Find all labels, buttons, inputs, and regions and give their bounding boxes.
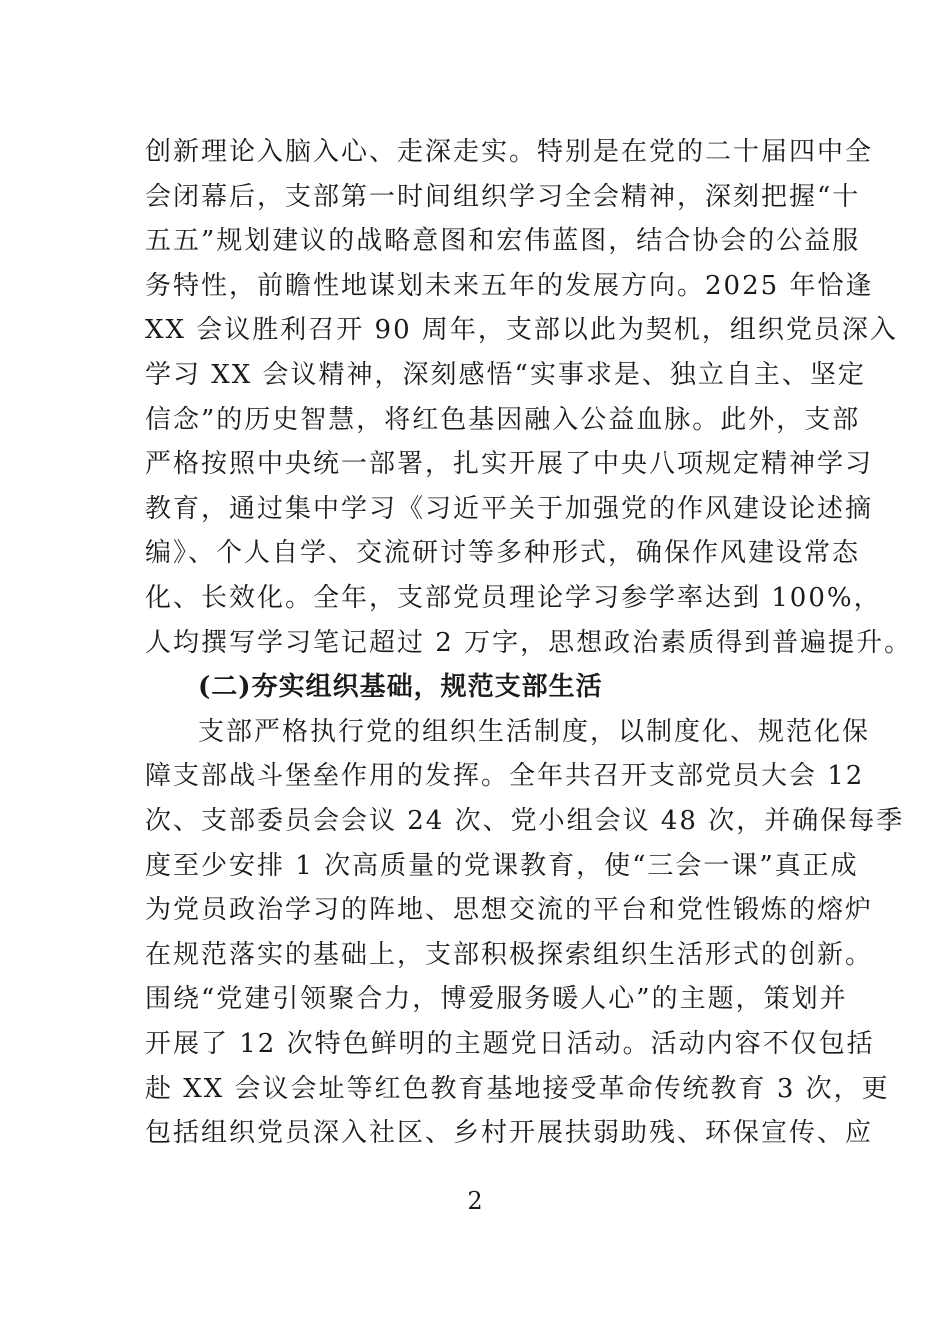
body-text-line: 教育，通过集中学习《习近平关于加强党的作风建设论述摘 (145, 493, 874, 524)
body-text-line: 信念”的历史智慧，将红色基因融入公益血脉。此外，支部 (145, 404, 861, 435)
body-text-line: 化、长效化。全年，支部党员理论学习参学率达到 100%， (145, 583, 882, 613)
body-text-line: 严格按照中央统一部署，扎实开展了中央八项规定精神学习 (145, 449, 874, 480)
body-text-line: 会闭幕后，支部第一时间组织学习全会精神，深刻把握“十 (145, 181, 861, 212)
body-text-line: 创新理论入脑入心、走深走实。特别是在党的二十届四中全 (145, 137, 874, 167)
page-number: 2 (467, 1187, 483, 1215)
body-text-line: 学习 XX 会议精神，深刻感悟“实事求是、独立自主、坚定 (145, 360, 866, 390)
body-text-line: 务特性，前瞻性地谋划未来五年的发展方向。2025 年恰逢 (145, 270, 874, 301)
body-text-line: 为党员政治学习的阵地、思想交流的平台和党性锻炼的熔炉 (145, 895, 874, 926)
body-text-line: 度至少安排 1 次高质量的党课教育，使“三会一课”真正成 (145, 850, 859, 881)
body-text-line: 在规范落实的基础上，支部积极探索组织生活形式的创新。 (145, 939, 874, 970)
body-text-line: XX 会议胜利召开 90 周年，支部以此为契机，组织党员深入 (145, 315, 898, 346)
body-text-line: 支部严格执行党的组织生活制度，以制度化、规范化保 (198, 716, 871, 747)
body-text-line: 障支部战斗堡垒作用的发挥。全年共召开支部党员大会 12 (145, 761, 865, 792)
body-text-line: 人均撰写学习笔记超过 2 万字，思想政治素质得到普遍提升。 (145, 627, 913, 658)
section-heading: (二)夯实组织基础，规范支部生活 (198, 672, 603, 703)
body-text-line: 开展了 12 次特色鲜明的主题党日活动。活动内容不仅包括 (145, 1029, 875, 1059)
body-text-line: 围绕“党建引领聚合力，博爱服务暖人心”的主题，策划并 (145, 984, 848, 1015)
body-text-line: 五五”规划建议的战略意图和宏伟蓝图，结合协会的公益服 (145, 226, 861, 257)
body-text-line: 赴 XX 会议会址等红色教育基地接受革命传统教育 3 次，更 (145, 1073, 890, 1104)
body-text-line: 包括组织党员深入社区、乡村开展扶弱助残、环保宣传、应 (145, 1118, 874, 1149)
body-text-line: 编》、个人自学、交流研讨等多种形式，确保作风建设常态 (145, 538, 861, 569)
body-text-line: 次、支部委员会会议 24 次、党小组会议 48 次，并确保每季 (145, 806, 905, 836)
